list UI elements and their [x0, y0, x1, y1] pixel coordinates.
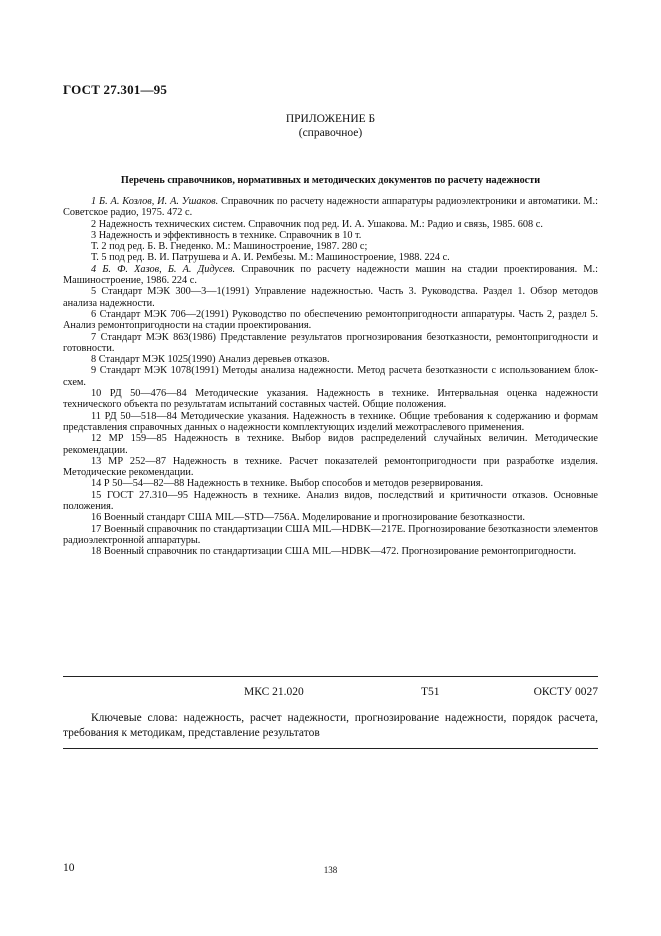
reference-text: 14 Р 50—54—82—88 Надежность в технике. Выбор способов и методов резервирования.: [91, 478, 484, 490]
reference-item: [63, 264, 598, 287]
reference-text: Справочник по расчету надежности машин на стадии проектирования. М.: Машиностроение, 1986. 224 с.: [63, 263, 598, 287]
list-title: Перечень справочников, нормативных и методических документов по расчету надежности: [120, 175, 541, 186]
reference-item: [63, 365, 598, 388]
reference-text: 6 Стандарт МЭК 706—2(1991) Руководство по обеспечению ремонтопригодности аппаратуры. Часть 2, раздел 5. Анализ ремонтопригодности на стадии проектирования.: [63, 308, 598, 332]
reference-text: 2 Надежность технических систем. Справочник под ред. И. А. Ушакова. М.: Радио и связь, 1985. 608 с.: [91, 218, 543, 230]
reference-item: [63, 512, 598, 523]
reference-author: 1 Б. А. Козлов, И. А. Ушаков.: [91, 196, 219, 207]
appendix-subtitle: (справочное): [298, 127, 363, 139]
reference-item: [63, 286, 598, 309]
reference-text: 10 РД 50—476—84 Методические указания. Надежность в технике. Интервальная оценка надежности технического объекта по результатам испытаний составных частей. Общие положения.: [63, 388, 598, 411]
reference-text: 15 ГОСТ 27.310—95 Надежность в технике. Анализ видов, последствий и критичности отказов. Основные положения.: [63, 489, 598, 513]
reference-text: 3 Надежность и эффективность в технике. Справочник в 10 т.: [91, 229, 362, 241]
reference-item: [63, 490, 598, 513]
divider-bottom: [63, 748, 598, 749]
reference-item: [63, 546, 598, 557]
reference-item: [63, 456, 598, 479]
reference-text: 12 МР 159—85 Надежность в технике. Выбор видов распределений случайных величин. Методические рекомендации.: [63, 433, 598, 456]
reference-text: Справочник по расчету надежности аппаратуры радиоэлектроники и автоматики. М.: Советское радио, 1975. 472 с.: [63, 196, 598, 219]
reference-item: [63, 388, 598, 411]
reference-text: Т. 2 под ред. Б. В. Гнеденко. М.: Машиностроение, 1987. 280 с;: [91, 241, 368, 253]
reference-text: 5 Стандарт МЭК 300—3—1(1991) Управление надежностью. Часть 3. Руководства. Раздел 1. Обзор методов анализа надежности.: [63, 286, 598, 309]
reference-item: [63, 354, 598, 365]
reference-item: [63, 332, 598, 355]
document-code: ГОСТ 27.301—95: [63, 82, 168, 97]
appendix-heading: [0, 112, 661, 140]
reference-item: [63, 219, 598, 230]
reference-item: [63, 433, 598, 456]
appendix-title: ПРИЛОЖЕНИЕ Б: [285, 113, 376, 125]
reference-item: [63, 478, 598, 489]
divider-top: [63, 676, 598, 677]
reference-item: [63, 196, 598, 219]
page-number-left: 10: [63, 862, 75, 874]
reference-text: 11 РД 50—518—84 Методические указания. Надежность в технике. Общие требования к содержанию и формам представления справочных данных о надежности комплектующих изделий межотраслевого применения.: [63, 410, 598, 433]
mks-code: МКС 21.020: [244, 686, 304, 698]
reference-list: [63, 196, 598, 558]
page-number-center: 138: [323, 865, 338, 875]
reference-item: [63, 524, 598, 547]
reference-item: [63, 252, 598, 263]
reference-text: 16 Военный стандарт США MIL—STD—756A. Моделирование и прогнозирование безотказности.: [91, 512, 525, 524]
keywords: Ключевые слова: надежность, расчет надежности, прогнозирование надежности, порядок расчета, требования к методикам, представление результатов: [63, 712, 598, 739]
reference-text: 8 Стандарт МЭК 1025(1990) Анализ деревьев отказов.: [91, 354, 330, 366]
reference-text: 9 Стандарт МЭК 1078(1991) Методы анализа надежности. Метод расчета безотказности с использованием блок-схем.: [63, 365, 598, 388]
reference-author: 4 Б. Ф. Хазов, Б. А. Дидусев.: [91, 263, 236, 275]
okstu-code: ОКСТУ 0027: [533, 686, 598, 698]
reference-item: [63, 411, 598, 434]
reference-item: [63, 309, 598, 332]
reference-item: [63, 241, 598, 252]
reference-text: 18 Военный справочник по стандартизации США MIL—HDBK—472. Прогнозирование ремонтопригодности.: [91, 546, 577, 558]
reference-text: 13 МР 252—87 Надежность в технике. Расчет показателей ремонтопригодности при разработке изделия. Методические рекомендации.: [63, 455, 598, 479]
reference-text: 17 Военный справочник по стандартизации США MIL—HDBK—217E. Прогнозирование безотказности элементов радиоэлектронной аппаратуры.: [63, 523, 598, 546]
reference-text: 7 Стандарт МЭК 863(1986) Представление результатов прогнозирования безотказности, ремонтопригодности и готовности.: [63, 331, 598, 354]
t-code: Т51: [421, 686, 440, 698]
reference-text: Т. 5 под ред. В. И. Патрушева и А. И. Рембезы. М.: Машиностроение, 1988. 224 с.: [91, 252, 450, 264]
reference-item: [63, 230, 598, 241]
